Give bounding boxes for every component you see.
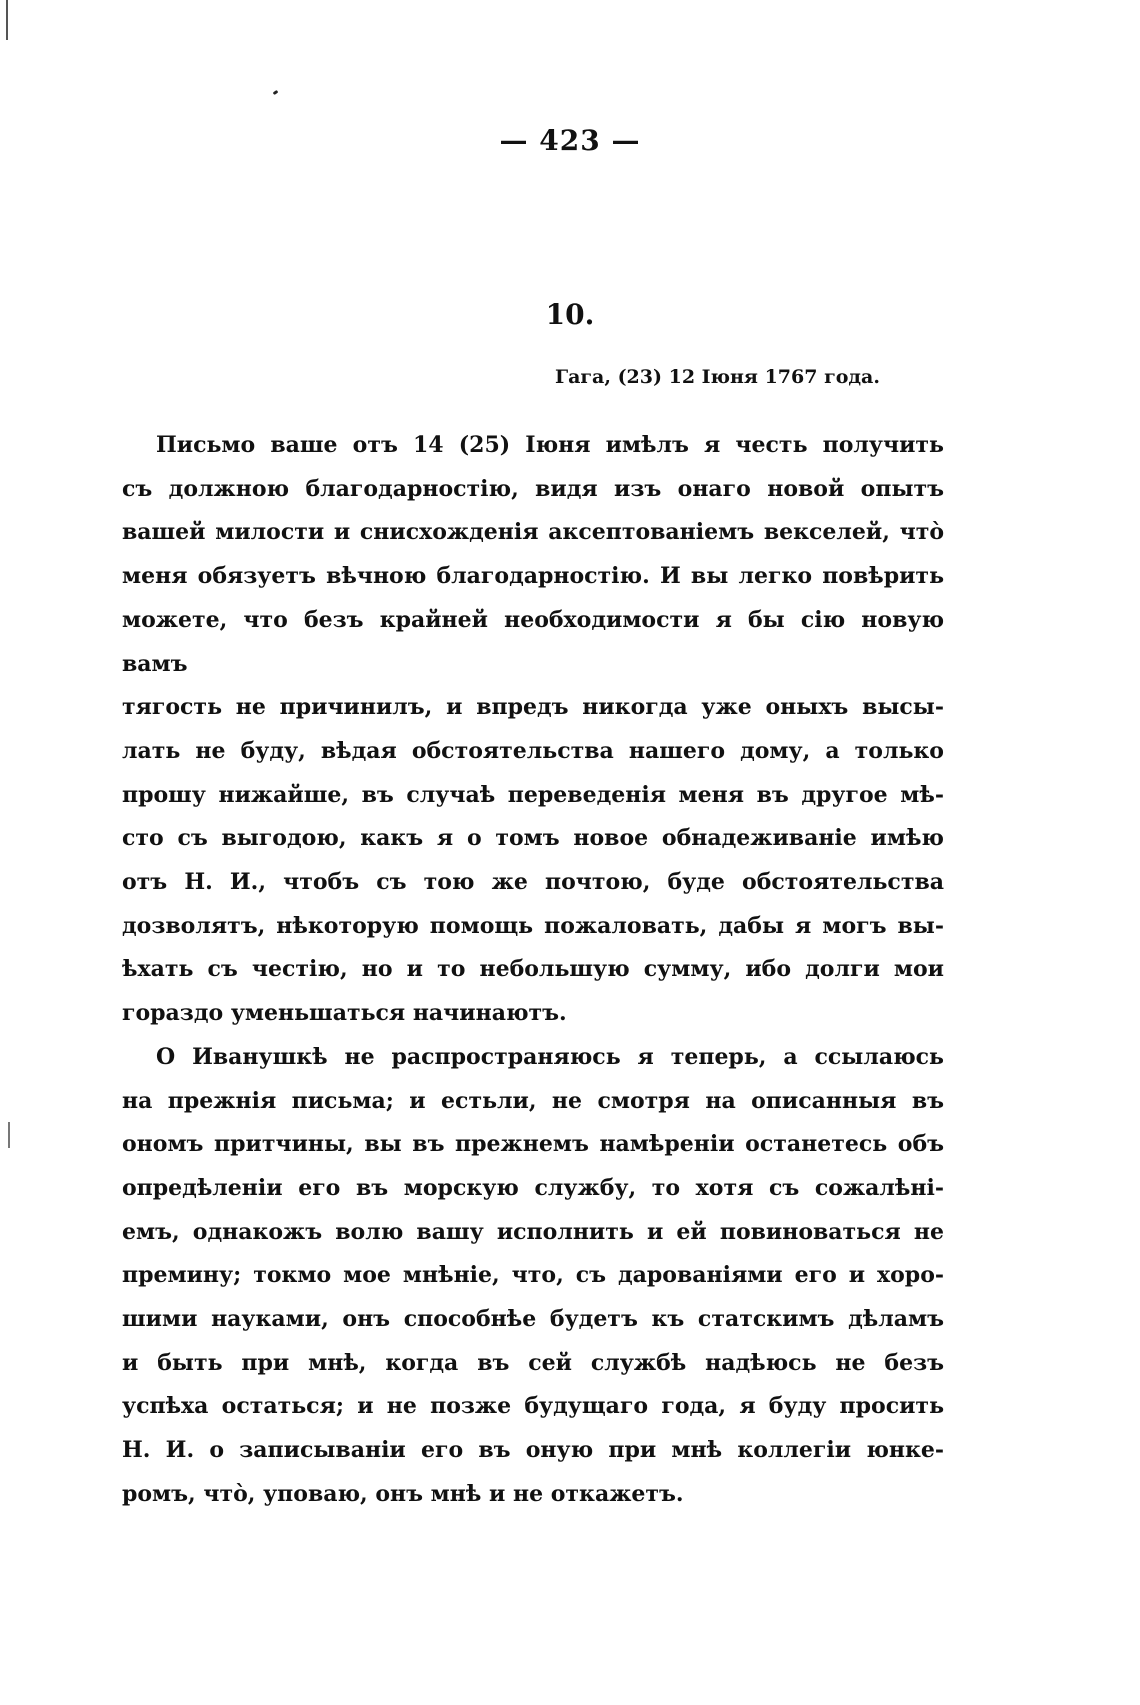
text-line: ономъ притчины, вы въ прежнемъ намѣреніи останетесь объ [122,1131,944,1158]
text-line: можете, что безъ крайней необходимости я бы сію новую вамъ [122,606,944,677]
text-line: меня обязуетъ вѣчною благодарностію. И вы легко повѣрить [122,563,944,590]
paragraph-2 [122,1036,944,1517]
text-line: успѣха остаться; и не позже будущаго года, я буду просить [122,1393,944,1420]
letter-body [122,424,944,1517]
text-line: шими науками, онъ способнѣе будетъ къ статскимъ дѣламъ [122,1306,944,1333]
text-line: Н. И. о записываніи его въ оную при мнѣ коллегіи юнке- [122,1437,944,1464]
page-number: — 423 — [499,124,641,157]
text-line: О Иванушкѣ не распространяюсь я теперь, а ссылаюсь [156,1043,944,1070]
text-line: сто съ выгодою, какъ я о томъ новое обнадеживаніе имѣю [122,825,944,852]
text-line: прошу нижайше, въ случаѣ переведенія меня въ другое мѣ- [122,781,944,808]
letter-dateline: Гага, (23) 12 Іюня 1767 года. [554,366,880,388]
text-line: ѣхать съ честію, но и то небольшую сумму, ибо долги мои [122,956,944,983]
text-line: премину; токмо мое мнѣніе, что, съ дарованіями его и хоро- [122,1262,944,1289]
ink-speck [273,90,279,95]
text-line: Письмо ваше отъ 14 (25) Іюня имѣлъ я честь получить [156,432,944,458]
text-line: лать не буду, вѣдая обстоятельства нашего дому, а только [122,737,944,764]
letter-number: 10. [545,298,595,331]
text-line: ромъ, чтò, уповаю, онъ мнѣ и не откажетъ. [122,1480,684,1507]
text-line: опредѣленіи его въ морскую службу, то хотя съ сожалѣні- [122,1174,944,1201]
text-line: тягость не причинилъ, и впредъ никогда уже оныхъ высы- [122,694,944,721]
paragraph-1 [122,424,944,1036]
scan-edge-line [6,0,8,40]
text-line: съ должною благодарностію, видя изъ онаго новой опытъ [122,475,944,502]
text-line: на прежнія письма; и естьли, не смотря на описанныя въ [122,1087,944,1114]
text-line: вашей милости и снисхожденія аксептованіемъ векселей, чтò [122,519,944,546]
text-line: дозволятъ, нѣкоторую помощь пожаловать, дабы я могъ вы- [122,912,944,939]
text-line: емъ, однакожъ волю вашу исполнить и ей повиноваться не [122,1218,944,1245]
text-line: гораздо уменьшаться начинаютъ. [122,1000,567,1027]
text-line: и быть при мнѣ, когда въ сей службѣ надѣюсь не безъ [122,1349,944,1376]
scan-edge-mark [8,1122,10,1148]
text-line: отъ Н. И., чтобъ съ тою же почтою, буде обстоятельства [122,869,944,896]
